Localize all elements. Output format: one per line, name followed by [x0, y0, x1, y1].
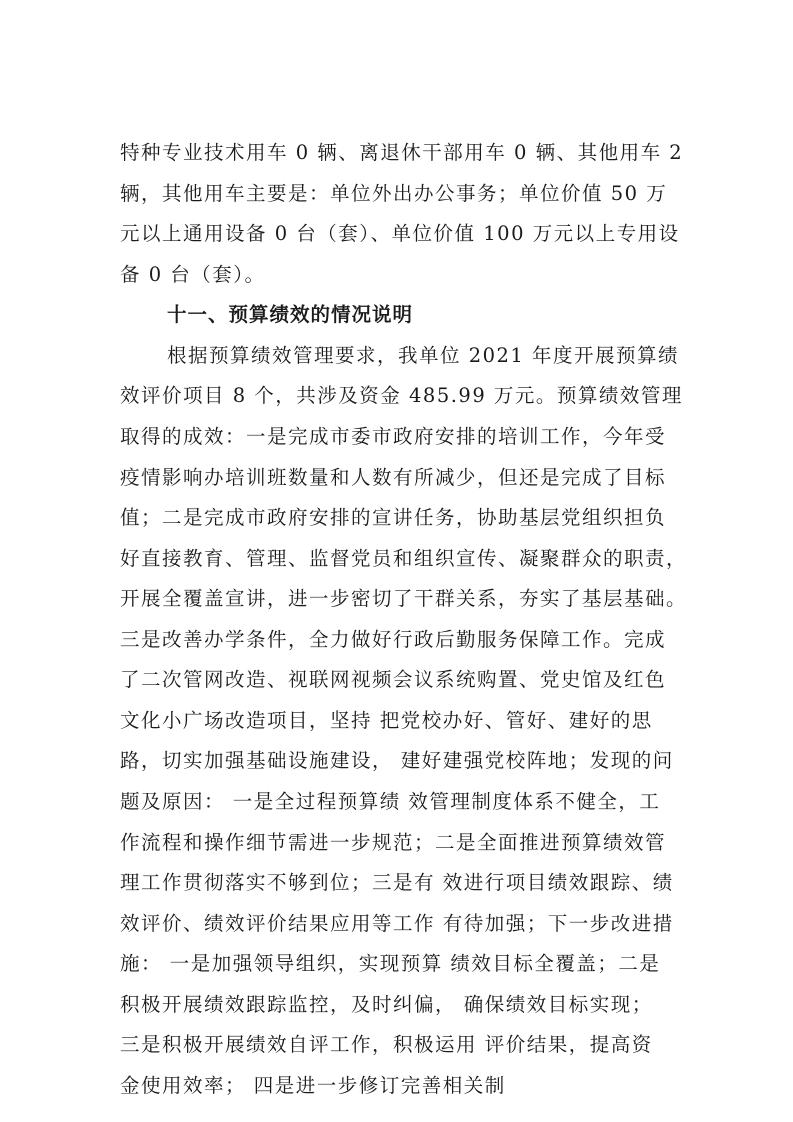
text-line: 路，切实加强基础设施建设， 建好建强党校阵地；发现的问	[120, 749, 674, 772]
text-line: 好直接教育、管理、监督党员和组织宣传、凝聚群众的职责，	[120, 547, 688, 570]
text-line: 备 0 台（套）。	[120, 263, 266, 286]
text-line: 值；二是完成市政府安排的宣讲任务，协助基层党组织担负	[120, 506, 667, 529]
text-line: 理工作贯彻落实不够到位；三是有 效进行项目绩效跟踪、绩	[120, 871, 674, 894]
text-line: 文化小广场改造项目，坚持 把党校办好、管好、建好的思	[120, 709, 653, 732]
text-line: 三是改善办学条件，全力做好行政后勤服务保障工作。完成	[120, 628, 667, 651]
text-line: 题及原因： 一是全过程预算绩 效管理制度体系不健全，工	[120, 790, 661, 813]
text-line: 效评价项目 8 个，共涉及资金 485.99 万元。预算绩效管理	[120, 384, 683, 407]
text-line: 取得的成效：一是完成市委市政府安排的培训工作，今年受	[120, 425, 667, 448]
text-line: 积极开展绩效跟踪监控，及时纠偏， 确保绩效目标实现；	[120, 993, 653, 1016]
text-line: 了二次管网改造、视联网视频会议系统购置、党史馆及红色	[120, 668, 667, 691]
text-line: 效评价、绩效评价结果应用等工作 有待加强；下一步改进措	[120, 912, 674, 935]
text-line: 金使用效率； 四是进一步修订完善相关制	[120, 1074, 506, 1097]
section-heading: 十一、预算绩效的情况说明	[167, 303, 414, 326]
text-line: 施： 一是加强领导组织，实现预算 绩效目标全覆盖；二是	[120, 952, 661, 975]
text-line: 开展全覆盖宣讲，进一步密切了干群关系，夯实了基层基础。	[120, 587, 688, 610]
text-line: 疫情影响办培训班数量和人数有所减少，但还是完成了目标	[120, 466, 667, 489]
text-line: 三是积极开展绩效自评工作，积极运用 评价结果，提高资	[120, 1033, 653, 1056]
text-line: 元以上通用设备 0 台（套）、单位价值 100 万元以上专用设	[120, 222, 680, 245]
text-line: 辆，其他用车主要是：单位外出办公事务；单位价值 50 万	[120, 182, 668, 205]
text-line: 特种专业技术用车 0 辆、离退休干部用车 0 辆、其他用车 2	[120, 141, 684, 164]
paragraph-first-line: 根据预算绩效管理要求，我单位 2021 年度开展预算绩	[167, 344, 680, 367]
text-line: 作流程和操作细节需进一步规范；二是全面推进预算绩效管	[120, 831, 667, 854]
